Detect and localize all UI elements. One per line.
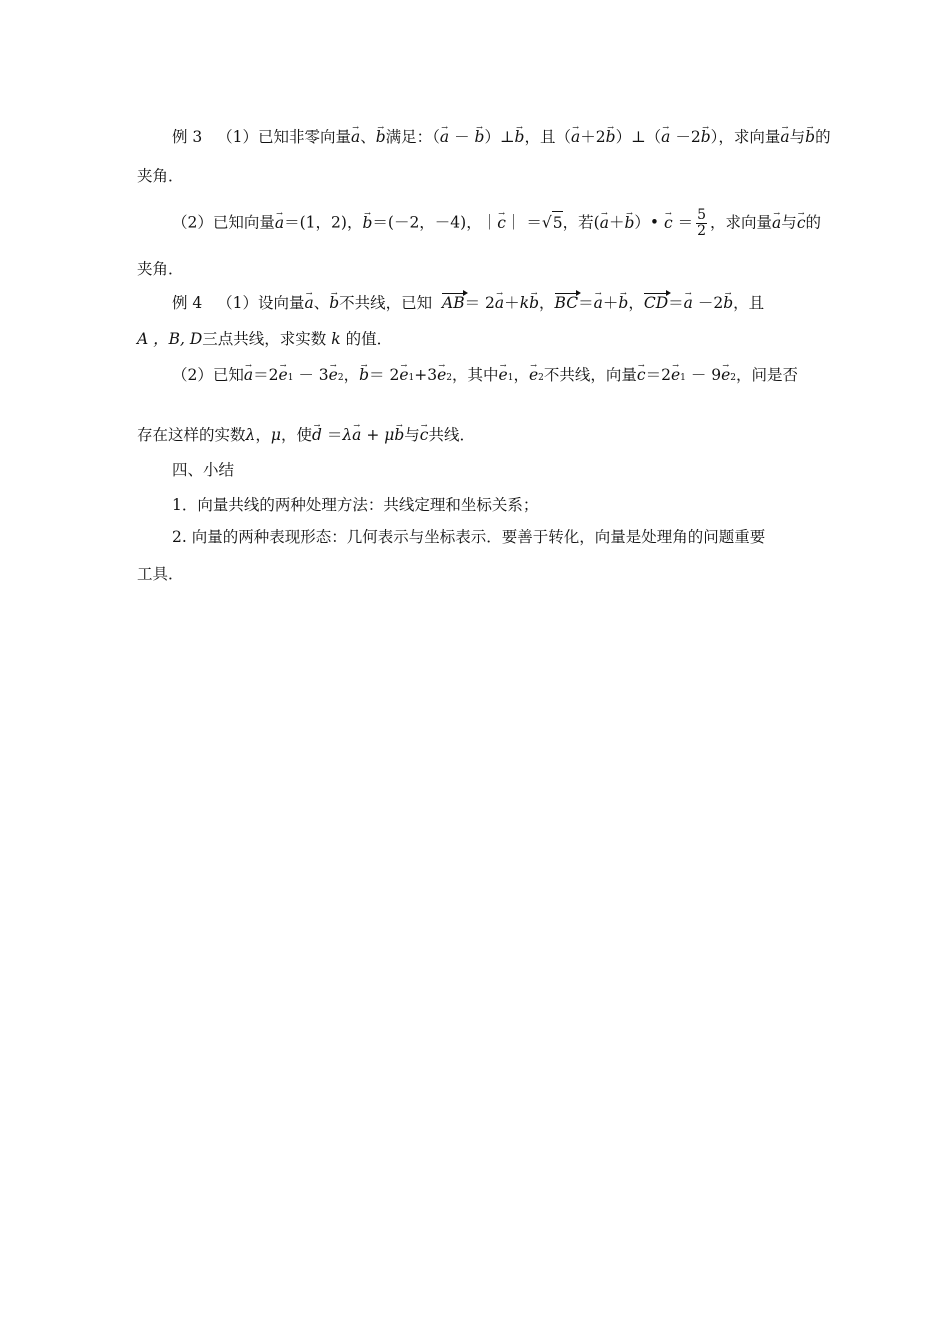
ex3-part1-cond: 满足：（ <box>385 128 440 146</box>
ex4-part2-noncol: 不共线，向量 <box>543 366 637 384</box>
ex3-c-abs: ｜ ＝ <box>505 213 542 232</box>
ex3-part1-end: ，求向量 <box>718 128 781 146</box>
ex4-part2-wrap-text: 存在这样的实数 <box>137 426 246 444</box>
ex3-label: 例 3 <box>172 128 203 146</box>
ex3-part2-lead: （2）已知向量 <box>172 213 275 232</box>
ex4-lambda: λ <box>245 426 256 444</box>
ex3-sqrt-value: 5 <box>552 211 563 234</box>
ex3-part1-de: 的 <box>815 128 831 146</box>
summary-item-2: 2. 向量的两种表现形态：几何表示与坐标表示．要善于转化，向量是处理角的问题重要 <box>172 528 766 546</box>
ex4-bc-value: ＝ <box>578 294 594 312</box>
ex4-part1-wrap-end: 的值． <box>345 330 393 348</box>
ex4-part2-end: ，问是否 <box>736 366 799 384</box>
summary-item-2-wrap: 工具． <box>137 565 184 583</box>
ex3-b-value: ＝(－2，－4)， <box>372 213 482 232</box>
frac-denominator: 2 <box>697 223 707 239</box>
ex4-points: A ，B, D <box>137 330 203 348</box>
summary-item-1: 1．向量共线的两种处理方法：共线定理和坐标关系； <box>172 496 539 514</box>
ex4-k: k <box>331 330 341 348</box>
summary-heading: 四、小结 <box>172 461 235 479</box>
ex4-part2-line: （2）已知→ a＝2→ e1 － 3→ e2，→ b＝ 2→ e1+3→ e2，其中→ e1，→ e2不共线，向量→ c＝2→ e1 － 9→ e2，问是否 <box>172 364 852 389</box>
ex3-part2-line: （2）已知向量→ a＝(1，2)，→ b＝(－2，－4)，｜→ c｜ ＝√5，若(→ a＋→ b）• → c ＝ $\frac{5}{2}$ ，求向量→ a与→ c的 <box>172 208 852 239</box>
ex4-part2-mid: ，其中 <box>452 366 499 384</box>
ex4-yu: 与 <box>404 426 420 444</box>
ex4-part1-line: 例 4 （1）设向量→ a、→ b不共线，已知 AB＝ 2→ a＋k→ b，BC＝→ a＋→ b，CD＝→ a －2→ b，且 <box>172 292 852 314</box>
ex3-a-value: ＝(1，2)， <box>284 213 363 232</box>
ex4-mu: μ <box>270 426 281 444</box>
ex4-shi: ，使 <box>280 426 312 444</box>
ex4-part2-lead: （2）已知 <box>172 366 244 384</box>
ex3-part1-line: 例 3 （1）已知非零向量→ a、→ b满足：（→ a － → b）⊥→ b，且（→ a＋2→ b）⊥（→ a －2→ b），求向量→ a与→ b的 <box>172 126 852 148</box>
ex3-dot: ）• <box>634 213 660 232</box>
ex3-part1-lead: （1）已知非零向量 <box>217 128 351 146</box>
ex4-cd-value: ＝ <box>668 294 684 312</box>
ex4-part1-wrap <box>137 328 817 350</box>
ex3-ruo: ，若( <box>562 213 600 232</box>
ex4-part1-wrap-text: 三点共线，求实数 <box>202 330 327 348</box>
ex4-gongxian: 共线． <box>428 426 475 444</box>
ex3-fraction <box>696 208 707 239</box>
ex3-part2-wrap: 夹角． <box>137 260 184 278</box>
ex3-part1-wrap: 夹角． <box>137 167 184 185</box>
frac-numerator: 5 <box>697 207 707 223</box>
ex3-part2-de: 的 <box>805 213 822 232</box>
ex4-part2-wrap: 存在这样的实数λ，μ，使→ d ＝λ→ a + μ→ b与→ c共线． <box>137 424 817 446</box>
ex4-label: 例 4 <box>172 294 203 312</box>
ex3-part2-end: ，求向量 <box>710 213 773 232</box>
ex4-ab-value: ＝ 2 <box>464 294 495 312</box>
ex4-part1-lead: （1）设向量 <box>217 294 305 312</box>
ex4-part1-cond: 不共线，已知 <box>339 294 433 312</box>
ex4-part1-end: ，且 <box>733 294 765 312</box>
ex3-part1-mid: ，且（ <box>524 128 571 146</box>
